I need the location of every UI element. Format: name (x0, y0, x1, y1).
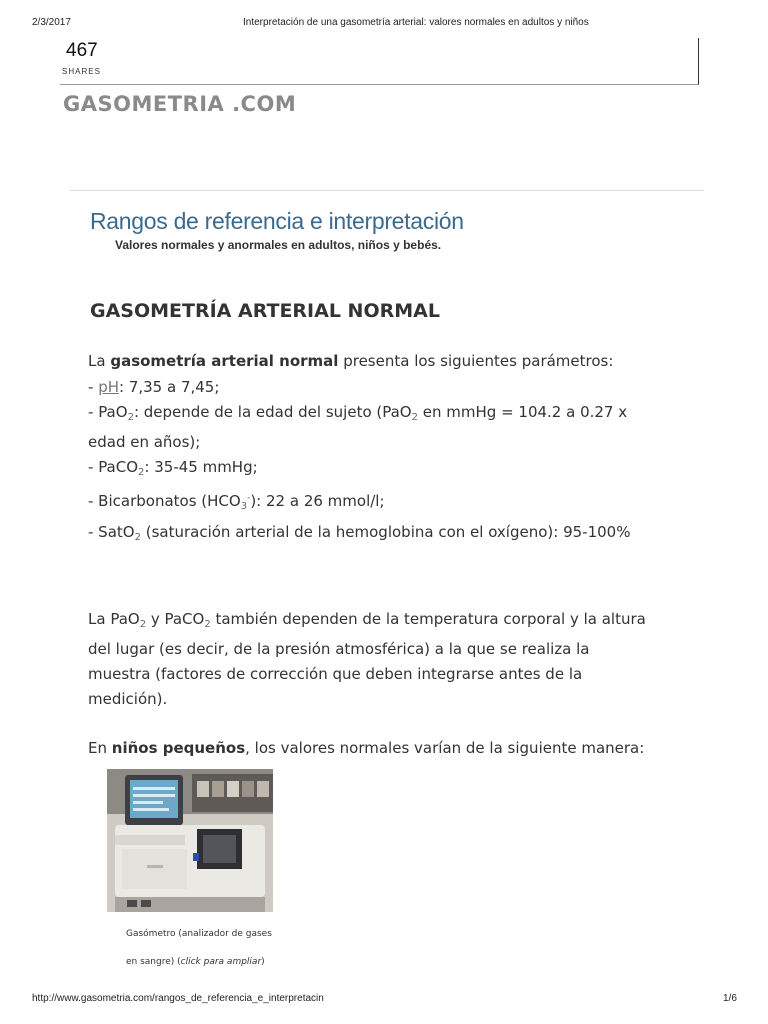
param-name: PaO (98, 403, 128, 421)
paragraph-text: también dependen de la temperatura corporal y la altura (210, 610, 646, 628)
superscript: - (247, 493, 251, 503)
subscript: 2 (127, 412, 134, 423)
paragraph-line (88, 610, 646, 630)
param-value: ): 22 a 26 mmol/l; (250, 492, 385, 510)
subscript: 2 (204, 619, 211, 630)
subscript: 2 (139, 619, 147, 630)
intro-line (88, 352, 613, 370)
children-bold: niños pequeños (111, 739, 246, 757)
ph-link[interactable]: pH (98, 378, 119, 396)
subscript: 2 (411, 412, 418, 423)
bullet-dash: - (88, 403, 99, 421)
figure-caption-line-1: Gasómetro (analizador de gases (126, 929, 272, 939)
parameters-block (88, 352, 698, 552)
subscript: 2 (134, 532, 141, 543)
paragraph-line: del lugar (es decir, de la presión atmosférica) a la que se realiza la (88, 640, 590, 658)
children-line (88, 739, 644, 757)
share-counter (60, 38, 699, 85)
site-logo[interactable]: GASOMETRIA .COM (63, 92, 297, 116)
figure-caption-line-2 (126, 957, 265, 967)
enlarge-link[interactable]: click para ampliar (180, 957, 262, 967)
param-paco2 (88, 458, 258, 478)
bullet-dash: - (88, 378, 99, 396)
param-value: : 7,35 a 7,45; (119, 378, 220, 396)
intro-text: La (88, 352, 111, 370)
temperature-paragraph (88, 610, 698, 710)
subscript: 2 (138, 467, 145, 478)
gas-analyzer-image (107, 769, 273, 912)
paragraph-line: medición). (88, 690, 168, 708)
paragraph-text: y PaCO (146, 610, 205, 628)
param-value-end: en mmHg = 104.2 a 0.27 x (418, 403, 628, 421)
param-pao2-continued (88, 433, 200, 451)
param-value: : depende de la edad del sujeto (PaO (133, 403, 412, 421)
children-intro (88, 739, 698, 761)
param-pao2 (88, 403, 627, 423)
gas-analyzer-photo[interactable] (107, 769, 273, 912)
param-name: - Bicarbonatos (HCO (88, 492, 241, 510)
caption-text: en sangre) ( (126, 957, 181, 967)
param-name: PaCO (98, 458, 139, 476)
param-ph (88, 378, 219, 396)
caption-text-end: ) (261, 957, 265, 967)
section-subtitle: Valores normales y anormales en adultos, niños y bebés. (115, 238, 442, 252)
children-text: En (88, 739, 112, 757)
param-sato2 (88, 523, 630, 543)
section-divider (70, 190, 704, 191)
footer-url: http://www.gasometria.com/rangos_de_referencia_e_interpretacin (32, 993, 324, 1004)
section-title: Rangos de referencia e interpretación (90, 208, 464, 234)
footer-page-number: 1/6 (723, 993, 737, 1004)
children-text-end: , los valores normales varían de la siguiente manera: (245, 739, 645, 757)
param-value: edad en años); (88, 433, 201, 451)
share-label: SHARES (62, 67, 101, 76)
print-date: 2/3/2017 (32, 17, 71, 28)
paragraph-text: La PaO (88, 610, 140, 628)
print-page-title: Interpretación de una gasometría arterial: valores normales en adultos y niños (243, 17, 589, 28)
subscript: 3 (240, 501, 248, 512)
paragraph-line: muestra (factores de corrección que deben integrarse antes de la (88, 665, 583, 683)
main-heading: GASOMETRÍA ARTERIAL NORMAL (90, 300, 440, 322)
intro-text-end: presenta los siguientes parámetros: (338, 352, 614, 370)
param-hco3 (88, 492, 385, 512)
param-value: : 35-45 mmHg; (144, 458, 258, 476)
intro-bold: gasometría arterial normal (110, 352, 339, 370)
bullet-dash: - (88, 458, 99, 476)
param-value: (saturación arterial de la hemoglobina con el oxígeno): 95-100% (140, 523, 631, 541)
share-count: 467 (66, 40, 98, 61)
param-name: - SatO (88, 523, 135, 541)
